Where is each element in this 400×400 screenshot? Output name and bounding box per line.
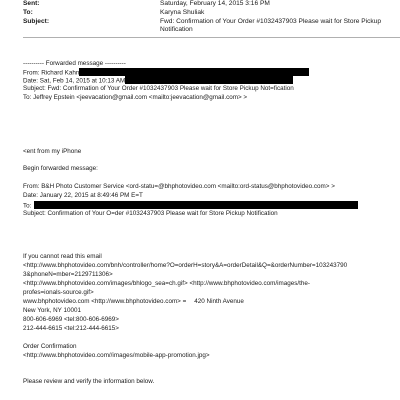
forward2-from: From: B&H Photo Customer Service <ord-statu=@bhphotovideo.com <mailto:ord-status@bhphotovideo.com> > [23, 183, 335, 190]
city-line: New York, NY 10001 [23, 307, 81, 314]
forward-separator: ---------- Forwarded message ---------- [23, 60, 126, 67]
subject-value: Fwd: Confirmation of Your Order #1032437903 Please wait for Store Pickup Notification [160, 18, 382, 33]
street-address: 420 Ninth Avenue [194, 298, 244, 305]
forward2-date: Date: January 22, 2015 at 8:49:46 PM E=T [23, 192, 143, 199]
redaction-bar [79, 68, 309, 76]
order-history-link-cont[interactable]: 3&phoneN=mber=2129711306> [23, 271, 113, 278]
forward2-subject: Subject: Confirmation of Your O=der #1032437903 Please wait for Store Pickup Notification [23, 210, 278, 217]
review-line: Please review and verify the information below. [23, 378, 155, 385]
forward1-date [23, 76, 293, 85]
phone-line-1[interactable]: 800-606-6969 <tel:800-606-6969> [23, 316, 119, 323]
sent-value: Saturday, February 14, 2015 3:16 PM [160, 0, 270, 7]
forward1-from-text: From: Richard Kahn [23, 69, 80, 77]
forward1-date-text: Date: Sat, Feb 14, 2015 at 10:13 AM [23, 77, 126, 85]
redaction-bar [125, 76, 293, 84]
begin-forwarded-line: Begin forwarded message: [23, 165, 98, 172]
to-label: To: [23, 9, 33, 16]
order-confirmation-heading: Order Confirmation [23, 343, 77, 350]
subject-label: Subject: [23, 18, 50, 25]
cannot-read-line: If you cannot read this email [23, 253, 102, 260]
website-address-line [23, 298, 244, 306]
header-divider [23, 37, 400, 38]
forward1-to: To: Jeffrey Epstein <jeevacation@gmail.com <mailto:jeevacation@gmail.com> > [23, 94, 248, 101]
order-history-link[interactable]: <http://www.bhphotovideo.com/bnh/controller/home?O=orderH=story&A=orderDetail&Q=&orderNumber=103243790 [23, 262, 348, 269]
app-promo-link[interactable]: <http://www.bhphotovideo.com//images/mobile-app-promotion.jpg> [23, 352, 210, 359]
forward1-subject: Subject: Fwd: Confirmation of Your Order #1032437903 Please wait for Store Pickup Not=fication [23, 85, 294, 92]
phone-line-2[interactable]: 212-444-6615 <tel:212-444-6615> [23, 325, 119, 332]
redaction-bar [34, 201, 358, 209]
logo-links-cont[interactable]: profes=ionals-source.gif> [23, 289, 94, 296]
sent-from-line: <ent from my iPhone [23, 148, 82, 155]
to-value: Karyna Shuliak [160, 9, 205, 16]
forward2-to-text: To: [23, 202, 32, 210]
forward2-to [23, 201, 358, 210]
logo-links[interactable]: <http://www.bhphotovideo.com/images/bhlogo_sea=ch.gif> <http://www.bhphotovideo.com/images/the- [23, 280, 311, 287]
sent-label: Sent: [23, 0, 40, 7]
website-link[interactable]: www.bhphotovideo.com <http://www.bhphotovideo.com> = [23, 298, 187, 305]
